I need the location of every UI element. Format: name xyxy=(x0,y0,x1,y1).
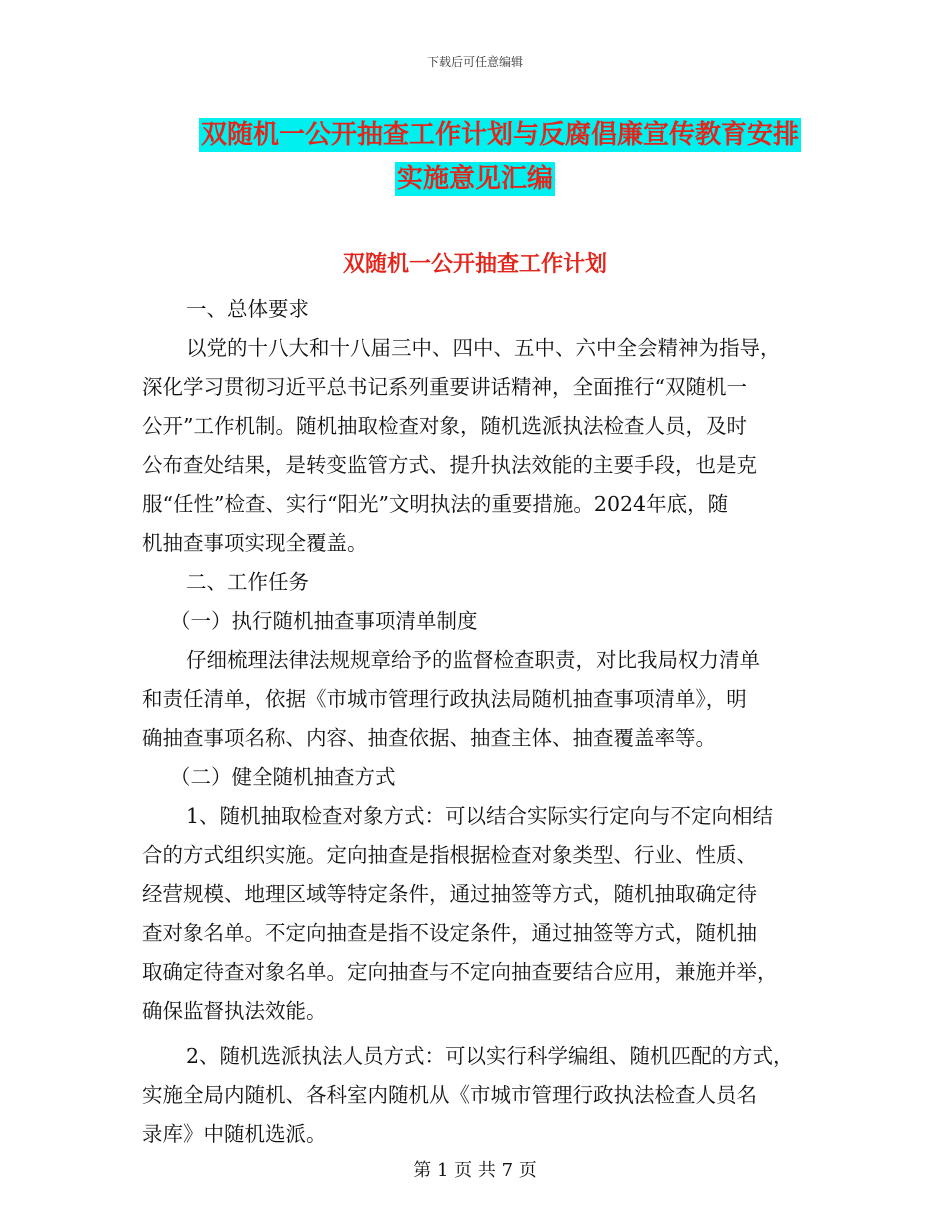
paragraph-4-line-1: 2、随机选派执法人员方式：可以实行科学编组、随机匹配的方式， xyxy=(186,1044,794,1068)
paragraph-1-line-6: 机抽查事项实现全覆盖。 xyxy=(142,531,368,555)
heading-overall-requirements: 一、总体要求 xyxy=(186,297,309,321)
paragraph-1-line-5: 服“任性”检查、实行“阳光”文明执法的重要措施。2024年底，随 xyxy=(142,492,729,516)
subheading-checklist-system: （一）执行随机抽查事项清单制度 xyxy=(170,609,478,633)
section-title: 双随机一公开抽查工作计划 xyxy=(342,252,607,277)
paragraph-2-line-3: 确抽查事项名称、内容、抽查依据、抽查主体、抽查覆盖率等。 xyxy=(142,726,716,750)
paragraph-1-line-1: 以党的十八大和十八届三中、四中、五中、六中全会精神为指导， xyxy=(186,336,781,360)
paragraph-3-line-1: 1、随机抽取检查对象方式：可以结合实际实行定向与不定向相结 xyxy=(186,804,774,828)
page-header-note: 下载后可任意编辑 xyxy=(426,55,523,69)
paragraph-4-line-3: 录库》中随机选派。 xyxy=(142,1122,327,1146)
paragraph-3-line-6: 确保监督执法效能。 xyxy=(142,999,327,1023)
document-title-line-2-text: 实施意见汇编 xyxy=(396,164,553,194)
document-title-line-2 xyxy=(0,158,950,195)
document-title-line-1 xyxy=(0,114,950,151)
paragraph-3-line-2: 合的方式组织实施。定向抽查是指根据检查对象类型、行业、性质、 xyxy=(142,843,757,867)
paragraph-3-line-4: 查对象名单。不定向抽查是指不设定条件，通过抽签等方式，随机抽 xyxy=(142,921,757,945)
heading-work-tasks: 二、工作任务 xyxy=(186,570,309,594)
paragraph-1-line-2: 深化学习贯彻习近平总书记系列重要讲话精神，全面推行“双随机一 xyxy=(142,375,747,399)
paragraph-1-line-3: 公开”工作机制。随机抽取检查对象，随机选派执法检查人员，及时 xyxy=(142,414,747,438)
paragraph-1-line-4: 公布查处结果，是转变监管方式、提升执法效能的主要手段，也是克 xyxy=(142,453,757,477)
document-title-line-1-text: 双随机一公开抽查工作计划与反腐倡廉宣传教育安排 xyxy=(200,120,799,150)
paragraph-3-line-5: 取确定待查对象名单。定向抽查与不定向抽查要结合应用，兼施并举， xyxy=(142,960,778,984)
document-body xyxy=(142,290,814,1154)
paragraph-2-line-2: 和责任清单，依据《市城市管理行政执法局随机抽查事项清单》，明 xyxy=(142,687,747,711)
subheading-random-methods: （二）健全随机抽查方式 xyxy=(170,765,396,789)
paragraph-4-line-2: 实施全局内随机、各科室内随机从《市城市管理行政执法检查人员名 xyxy=(142,1083,757,1107)
page-number-footer: 第 1 页 共 7 页 xyxy=(413,1160,537,1181)
paragraph-3-line-3: 经营规模、地理区域等特定条件，通过抽签等方式，随机抽取确定待 xyxy=(142,882,757,906)
paragraph-2-line-1: 仔细梳理法律法规规章给予的监督检查职责，对比我局权力清单 xyxy=(186,648,760,672)
